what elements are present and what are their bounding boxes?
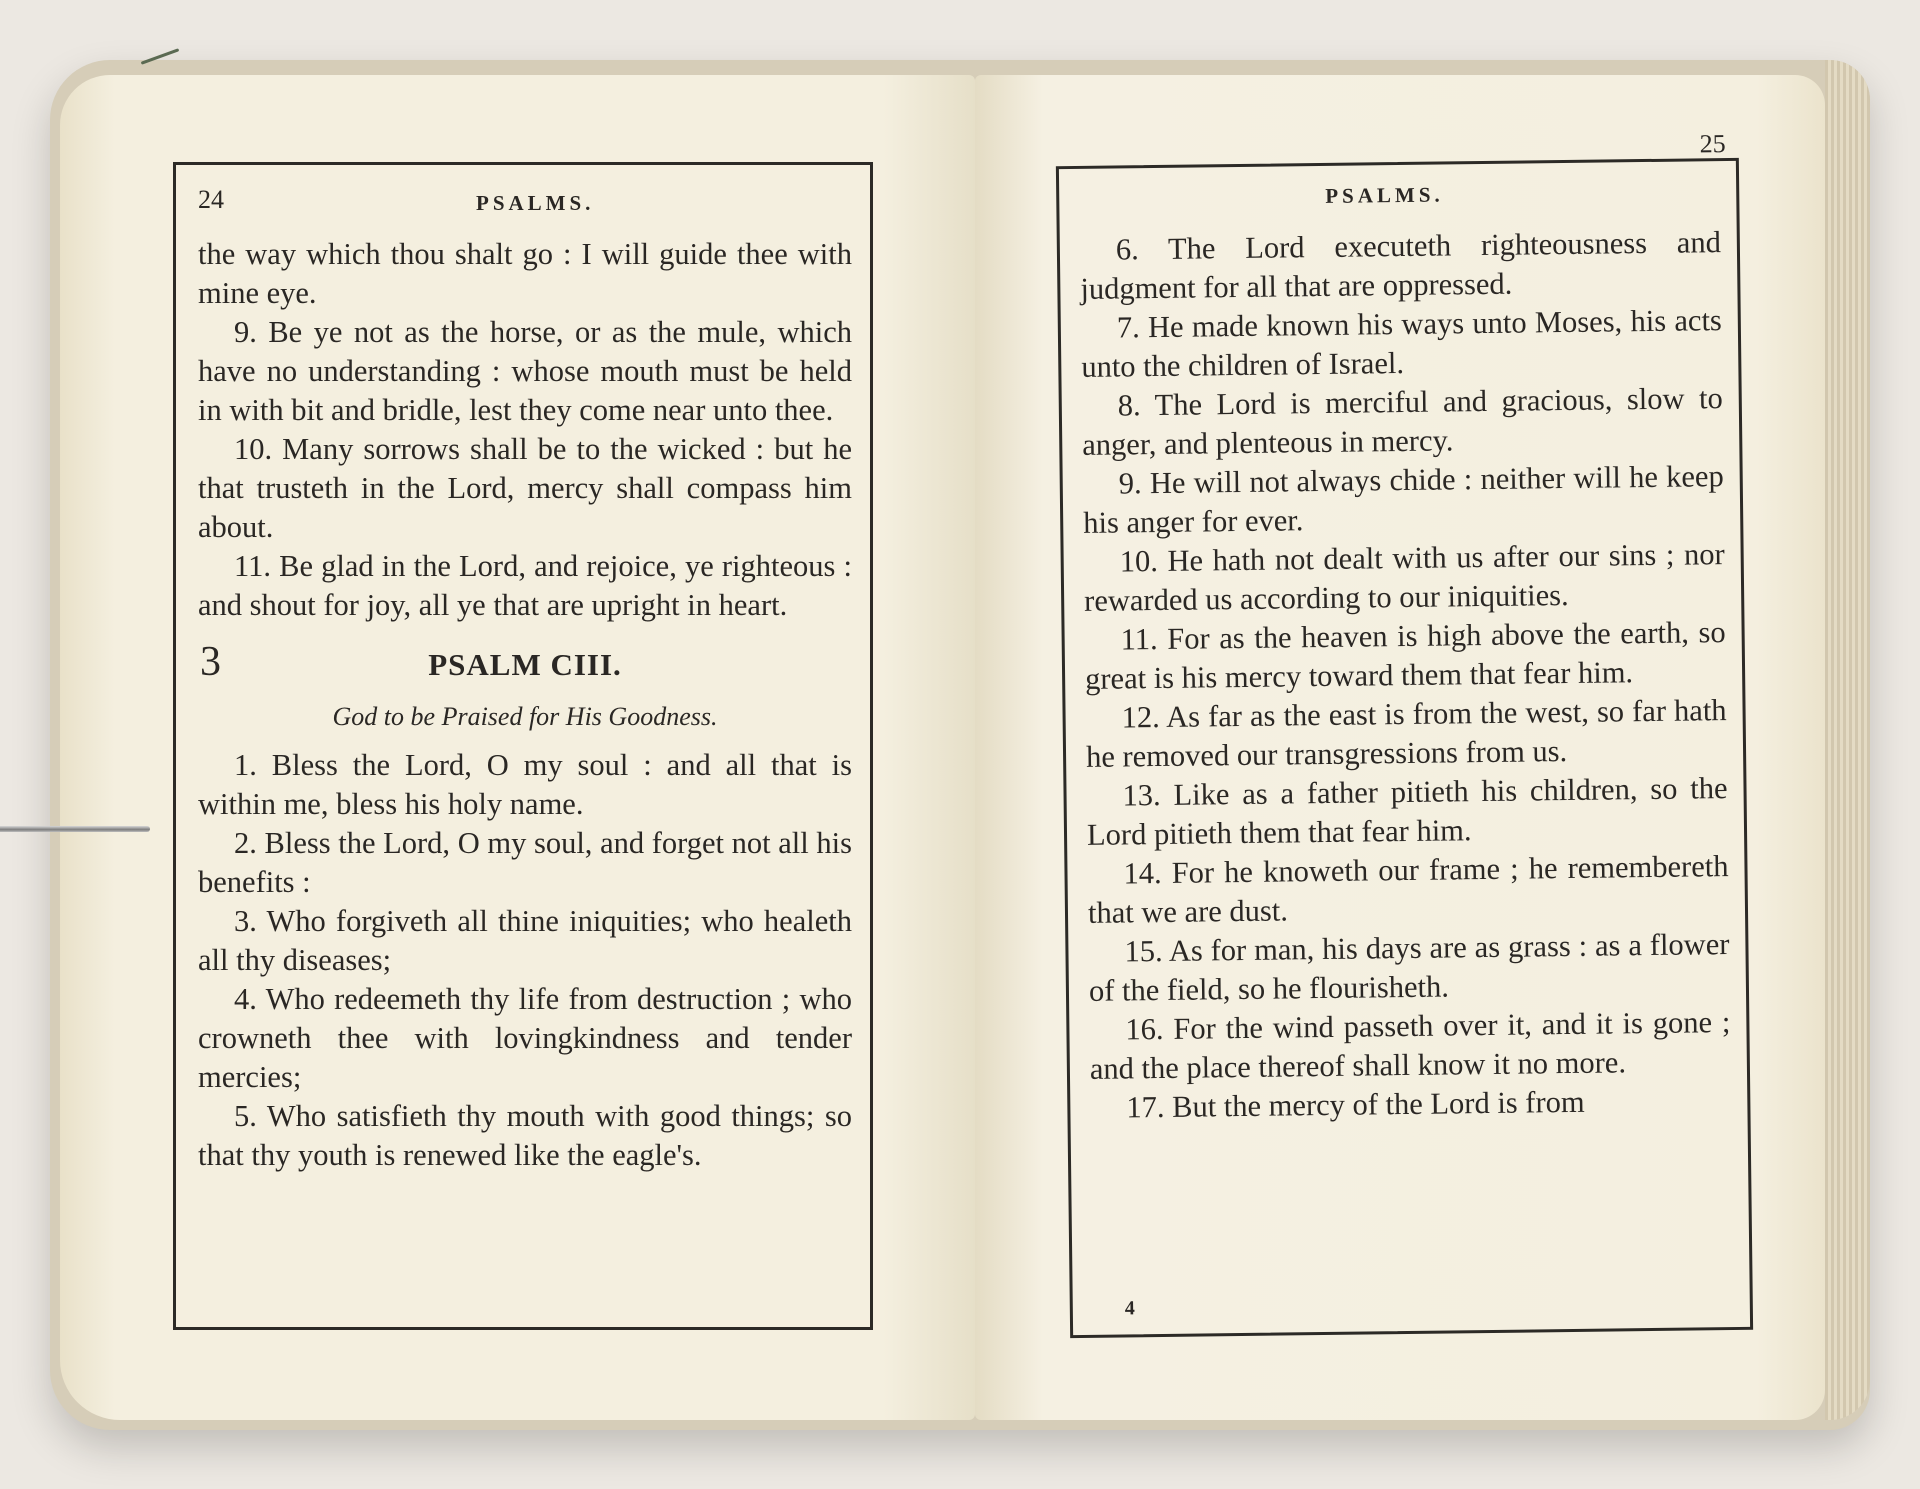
verse: 2. Bless the Lord, O my soul, and forget not all his benefits : — [198, 826, 852, 899]
pin — [0, 826, 150, 832]
running-head: PSALMS. — [476, 191, 595, 215]
verse: 6. The Lord executeth righteousness and judgment for all that are oppressed. — [1080, 225, 1722, 306]
paragraph: 11. Be glad in the Lord, and rejoice, ye righteous : and shout for joy, all ye that are upright in heart. — [198, 549, 852, 622]
paragraph: the way which thou shalt go : I will guide thee with mine eye. — [198, 237, 852, 310]
paragraph: 9. Be ye not as the horse, or as the mule, which have no understanding : whose mouth must be held in with bit and bridle, lest they come near unto thee. — [198, 315, 852, 427]
verse: 4. Who redeemeth thy life from destruction ; who crowneth thee with lovingkindness and tender mercies; — [198, 982, 852, 1094]
psalm-subtitle: God to be Praised for His Goodness. — [332, 702, 718, 731]
verse: 10. He hath not dealt with us after our sins ; nor rewarded us according to our iniquities. — [1083, 537, 1725, 618]
verse: 7. He made known his ways unto Moses, his acts unto the children of Israel. — [1081, 303, 1723, 384]
left-page-text — [198, 235, 852, 1175]
verse: 15. As for man, his days are as grass : as a flower of the field, so he flourisheth. — [1088, 927, 1730, 1008]
verse: 17. But the mercy of the Lord is from — [1126, 1084, 1585, 1125]
psalm-marker: 3 — [200, 639, 221, 685]
page-number: 24 — [198, 185, 224, 214]
paragraph: 10. Many sorrows shall be to the wicked : but he that trusteth in the Lord, mercy shall compass him about. — [198, 432, 852, 544]
left-page-frame — [173, 162, 873, 1330]
verse: 13. Like as a father pitieth his children, so the Lord pitieth them that fear him. — [1086, 771, 1728, 852]
psalm-title: PSALM CIII. — [428, 647, 622, 682]
verse: 3. Who forgiveth all thine iniquities; who healeth all thy diseases; — [198, 904, 852, 977]
page-number: 25 — [1699, 129, 1726, 159]
verse: 12. As far as the east is from the west, so far hath he removed our transgressions from us. — [1085, 693, 1727, 774]
right-page-text — [1080, 223, 1732, 1128]
signature-mark: 4 — [1124, 1297, 1135, 1320]
verse: 16. For the wind passeth over it, and it is gone ; and the place thereof shall know it no more. — [1089, 1005, 1731, 1086]
running-head: PSALMS. — [1325, 182, 1444, 208]
verse: 5. Who satisfieth thy mouth with good things; so that thy youth is renewed like the eagle's. — [198, 1099, 852, 1172]
verse: 1. Bless the Lord, O my soul : and all that is within me, bless his holy name. — [198, 748, 852, 821]
verse: 8. The Lord is merciful and gracious, slow to anger, and plenteous in mercy. — [1082, 381, 1723, 462]
verse: 9. He will not always chide : neither will he keep his anger for ever. — [1083, 459, 1724, 540]
page-edges — [1825, 60, 1870, 1420]
verse: 14. For he knoweth our frame ; he remembereth that we are dust. — [1087, 849, 1729, 930]
psalm-heading — [198, 639, 852, 687]
right-page-frame — [1056, 129, 1753, 1338]
verse: 11. For as the heaven is high above the earth, so great is his mercy toward them that fear him. — [1084, 615, 1726, 696]
